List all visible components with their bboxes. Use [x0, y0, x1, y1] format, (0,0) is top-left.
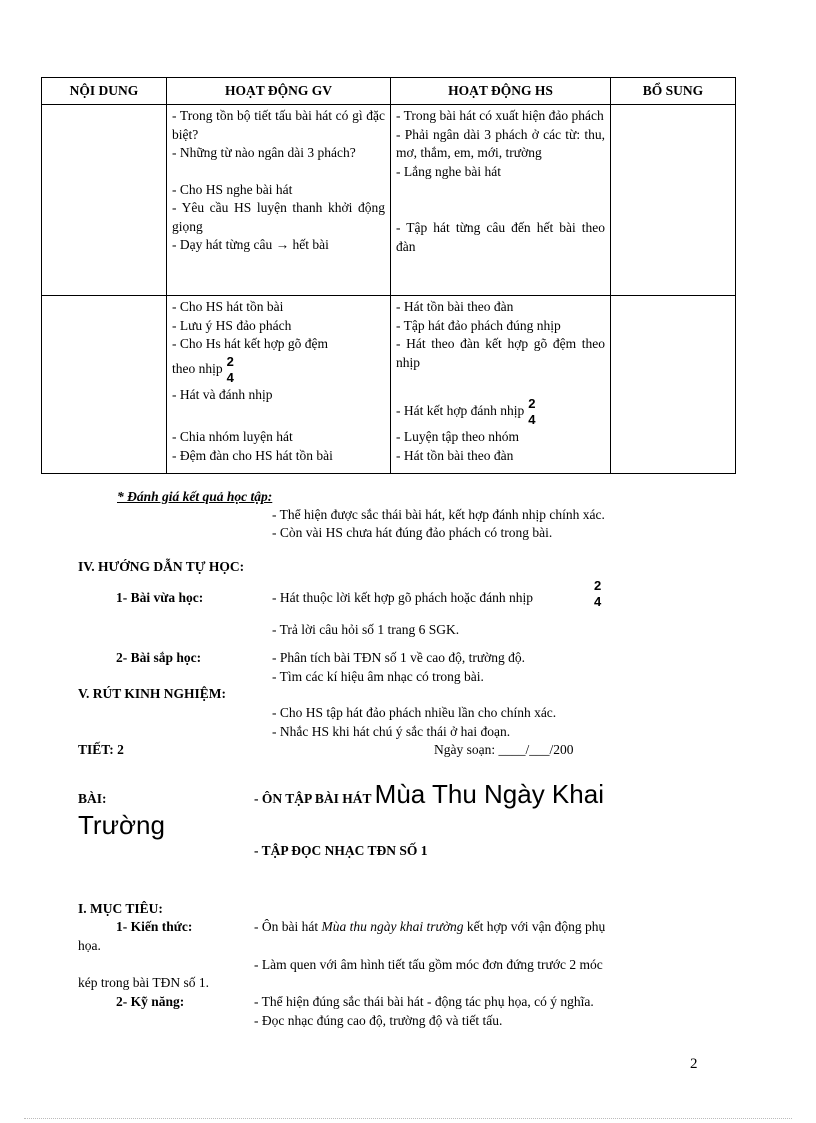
cell-gv: [167, 296, 391, 474]
gv-line: - Hát và đánh nhịp: [172, 386, 273, 402]
section-v-line: - Cho HS tập hát đảo phách nhiều lần cho chính xác.: [272, 705, 557, 720]
cell-noi-dung: [42, 105, 167, 296]
hs-line: - Lắng nghe bài hát: [396, 163, 501, 179]
bai-item-1-prefix: - ÔN TẬP BÀI HÁT: [254, 791, 375, 806]
gv-line: - Dạy hát từng câu → hết bài: [172, 237, 329, 252]
cell-noi-dung: [42, 296, 167, 474]
text-segment: kết hợp với vận động phụ: [463, 919, 606, 934]
bai-label: BÀI:: [78, 791, 107, 806]
text-segment: - Ôn bài hát: [254, 919, 322, 934]
lesson-table: [41, 77, 736, 474]
song-title: Mùa Thu Ngày Khai: [374, 779, 604, 809]
gv-line: - Chia nhóm luyện hát: [172, 429, 293, 444]
time-sig-bottom: 4: [226, 369, 234, 385]
gv-line: - Yêu cầu HS luyện thanh khởi động giọng: [172, 200, 385, 234]
hs-line: - Phải ngân dài 3 phách ở các từ: thu, mơ, thắm, em, mới, trường: [396, 126, 605, 160]
cell-hs: [391, 105, 611, 296]
hs-line: - Tập hát từng câu đến hết bài theo đàn: [396, 220, 605, 254]
bai-item-2: - TẬP ĐỌC NHẠC TĐN SỐ 1: [254, 843, 428, 858]
hs-line: - Hát tồn bài theo đàn: [396, 299, 514, 314]
time-sig-top: 2: [594, 578, 602, 593]
cell-hs: [391, 296, 611, 474]
section-v-title: V. RÚT KINH NGHIỆM:: [78, 686, 227, 701]
item2-label: 2- Bài sắp học:: [116, 650, 202, 665]
kien-thuc-line-1: [254, 919, 605, 935]
hs-line: - Hát theo đàn kết hợp gõ đệm theo nhịp: [396, 336, 605, 370]
kien-thuc-line-2-cont: kép trong bài TĐN số 1.: [78, 975, 209, 990]
time-sig-top: 2: [226, 353, 234, 369]
gv-line: - Đệm đàn cho HS hát tồn bài: [172, 447, 333, 463]
gv-line: - Cho HS hát tồn bài: [172, 299, 284, 314]
time-signature: [594, 578, 601, 610]
cell-gv: [167, 105, 391, 296]
ky-nang-label: 2- Kỹ năng:: [116, 994, 185, 1009]
item1-line: - Hát thuộc lời kết hợp gõ phách hoặc đánh nhịp: [272, 590, 533, 605]
cell-bo-sung: [611, 105, 736, 296]
table-row: [42, 105, 736, 296]
section-iv-title: IV. HƯỚNG DẪN TỰ HỌC:: [78, 559, 245, 574]
header-bo-sung: BỔ SUNG: [611, 78, 736, 105]
kien-thuc-label: 1- Kiến thức:: [116, 919, 193, 934]
assessment-line: - Còn vài HS chưa hát đúng đảo phách có trong bài.: [272, 525, 553, 540]
table-row: [42, 296, 736, 474]
time-sig-top: 2: [528, 396, 536, 411]
hs-line: - Trong bài hát có xuất hiện đảo phách: [396, 108, 604, 123]
time-signature: [227, 354, 234, 386]
ngay-soan: Ngày soạn: ____/___/200: [434, 742, 574, 757]
header-noi-dung: NỘI DUNG: [42, 78, 167, 105]
page-number: 2: [690, 1056, 698, 1072]
kien-thuc-line-1-cont: họa.: [78, 938, 101, 953]
section-v-line: - Nhắc HS khi hát chú ý sắc thái ở hai đoạn.: [272, 724, 511, 739]
hs-line: - Luyện tập theo nhóm: [396, 429, 519, 444]
item2-line: - Tìm các kí hiệu âm nhạc có trong bài.: [272, 669, 484, 684]
song-title-cont: Trường: [78, 810, 165, 840]
gv-line: - Trong tồn bộ tiết tấu bài hát có gì đặc biệt?: [172, 108, 385, 142]
gv-line: - Cho Hs hát kết hợp gõ đệm: [172, 336, 328, 351]
tiet-label: TIẾT: 2: [78, 742, 124, 757]
bai-item-1: [254, 779, 604, 810]
section-i-title: I. MỤC TIÊU:: [78, 901, 163, 916]
assessment-title: * Đánh giá kết quả học tập:: [117, 489, 273, 504]
hs-line: - Hát tồn bài theo đàn: [396, 447, 514, 463]
gv-line: - Cho HS nghe bài hát: [172, 181, 293, 197]
assessment-line: - Thể hiện được sắc thái bài hát, kết hợp đánh nhịp chính xác.: [272, 507, 605, 522]
ky-nang-line: - Thể hiện đúng sắc thái bài hát - động tác phụ họa, có ý nghĩa.: [254, 994, 594, 1009]
time-sig-bottom: 4: [594, 594, 602, 609]
item1-label: 1- Bài vừa học:: [116, 590, 204, 605]
hs-line: - Hát kết hợp đánh nhịp: [396, 403, 525, 419]
ky-nang-line: - Đọc nhạc đúng cao độ, trường độ và tiết tấu.: [254, 1013, 503, 1028]
hs-line: - Tập hát đảo phách đúng nhịp: [396, 317, 561, 333]
header-hoat-dong-hs: HOẠT ĐỘNG HS: [391, 78, 611, 105]
song-name-italic: Mùa thu ngày khai trường: [321, 919, 464, 934]
kien-thuc-line-2: - Làm quen với âm hình tiết tấu gồm móc đơn đứng trước 2 móc: [254, 957, 603, 972]
page-bottom-divider: [24, 1118, 792, 1119]
cell-bo-sung: [611, 296, 736, 474]
gv-line-with-time-sig: [172, 354, 385, 386]
table-header-row: [42, 78, 736, 105]
header-hoat-dong-gv: HOẠT ĐỘNG GV: [167, 78, 391, 105]
time-signature: [528, 396, 535, 428]
hs-line-with-time-sig: [396, 396, 605, 428]
time-sig-bottom: 4: [528, 412, 536, 427]
gv-line: - Những từ nào ngân dài 3 phách?: [172, 145, 356, 160]
gv-line: theo nhịp: [172, 360, 223, 376]
gv-line: - Lưu ý HS đảo phách: [172, 317, 292, 333]
item1-line: - Trả lời câu hỏi số 1 trang 6 SGK.: [272, 622, 460, 637]
item2-line: - Phân tích bài TĐN số 1 về cao độ, trường độ.: [272, 650, 526, 665]
